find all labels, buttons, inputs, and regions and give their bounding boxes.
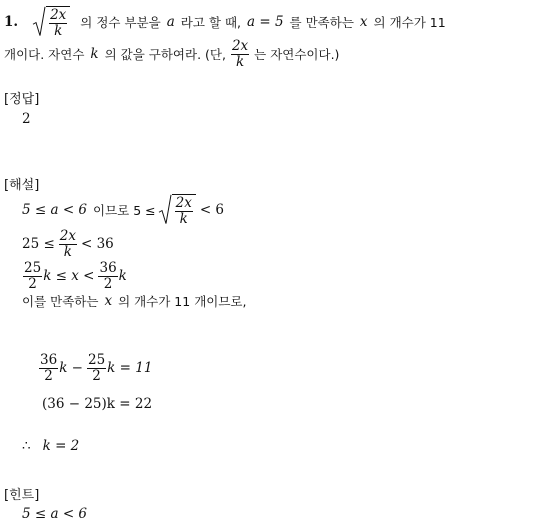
problem-number: 1. bbox=[4, 14, 19, 30]
radical-sign-icon bbox=[158, 194, 172, 225]
solution-step-4: 이를 만족하는 x 의 개수가 11 개이므로, bbox=[22, 293, 247, 309]
solution-label: [해설] bbox=[4, 178, 40, 193]
sqrt-expression-step1: $\frac{2x}{k}$ bbox=[158, 194, 196, 225]
radical-sign-icon bbox=[32, 6, 46, 37]
solution-conclusion: ∴ k = 2 bbox=[22, 438, 80, 454]
answer-label: [정답] bbox=[4, 92, 40, 107]
problem-line-2: 개이다. 자연수 k 의 값을 구하여라. (단, $\frac{2x}{k}$ 는 자연수이다.) bbox=[4, 38, 340, 70]
condition-a-equals-5: a = 5 bbox=[247, 14, 284, 30]
sqrt-expression bbox=[32, 6, 70, 37]
problem-line-1: 1. $\frac{2x}{k}$ 의 정수 부분을 a 라고 할 때, a = 5 를 만족하는 x 의 개수가 11 bbox=[4, 7, 446, 39]
solution-step-3: $\frac{25}{2}$ k ≤ x < $\frac{36}{2}$ k bbox=[24, 260, 127, 292]
hint-label: [힌트] bbox=[4, 488, 40, 503]
hint-text: 5 ≤ a < 6 bbox=[22, 506, 88, 522]
solution-step-1: 5 ≤ a < 6 이므로 5 ≤ $\frac{2x}{k}$ < 6 bbox=[22, 195, 225, 227]
fraction-2x-over-k: $\frac{2x}{k}$ bbox=[50, 7, 67, 39]
fraction-2x-over-k-note: $\frac{2x}{k}$ bbox=[231, 38, 249, 70]
therefore-symbol: ∴ bbox=[22, 438, 31, 454]
solution-equation-2: (36 − 25)k = 22 bbox=[42, 396, 153, 412]
solution-step-2: 25 ≤ $\frac{2x}{k}$ < 36 bbox=[22, 228, 114, 260]
answer-value: 2 bbox=[22, 111, 31, 127]
solution-equation-1: $\frac{36}{2}$ k − $\frac{25}{2}$ k = 11 bbox=[40, 352, 153, 384]
